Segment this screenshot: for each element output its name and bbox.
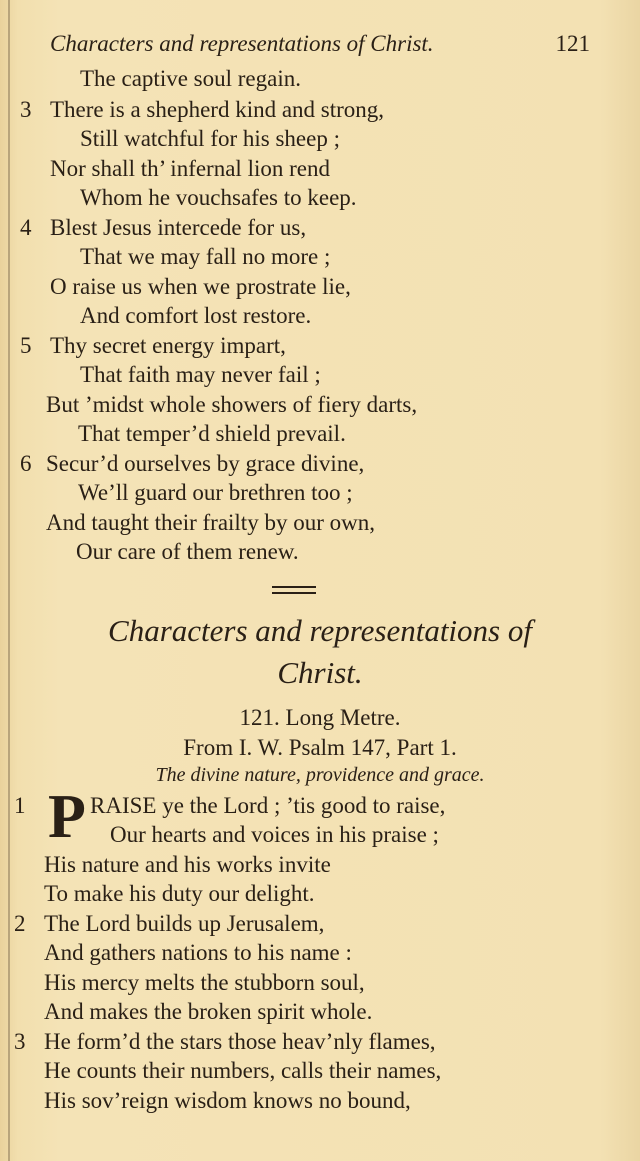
running-title: Characters and representations of Christ.: [50, 31, 434, 56]
verse-number: 3: [14, 1029, 26, 1054]
hymn-line: And comfort lost restore.: [80, 303, 312, 328]
hymn-line: To make his duty our delight.: [44, 881, 315, 906]
hymn-line: Whom he vouchsafes to keep.: [80, 185, 357, 210]
hymn-theme: The divine nature, providence and grace.: [155, 764, 485, 786]
verse-number: 2: [14, 911, 26, 936]
hymn-line: That temper’d shield prevail.: [78, 421, 346, 446]
hymn-number-metre: 121. Long Metre.: [239, 705, 401, 730]
hymn-line: The captive soul regain.: [80, 66, 301, 91]
verse-number: 6: [20, 451, 32, 476]
hymn-line: O raise us when we prostrate lie,: [50, 274, 351, 299]
section-title-line-1: Characters and representations of: [108, 613, 532, 648]
page-number: 121: [555, 31, 590, 56]
verse-number: 5: [20, 333, 32, 358]
hymn-line: Our hearts and voices in his praise ;: [110, 822, 439, 847]
hymn-line: There is a shepherd kind and strong,: [50, 97, 385, 122]
hymn-line: Thy secret energy impart,: [50, 333, 286, 358]
section-divider: [272, 586, 316, 588]
hymn-line: His sov’reign wisdom knows no bound,: [44, 1088, 411, 1113]
hymn-line: Blest Jesus intercede for us,: [50, 215, 307, 240]
hymn-line: And taught their frailty by our own,: [46, 510, 375, 535]
hymn-line: He counts their numbers, calls their names,: [44, 1058, 442, 1083]
hymn-line: Our care of them renew.: [76, 539, 299, 564]
hymn-line: RAISE ye the Lord ; ’tis good to raise,: [90, 793, 446, 818]
verse-number: 1: [14, 793, 26, 818]
hymn-line: His nature and his works invite: [44, 852, 331, 877]
hymn-line: That we may fall no more ;: [80, 244, 331, 269]
hymn-line: The Lord builds up Jerusalem,: [44, 911, 325, 936]
hymn-line: But ’midst whole showers of fiery darts,: [46, 392, 418, 417]
hymn-line: Still watchful for his sheep ;: [80, 126, 340, 151]
running-header: [50, 28, 590, 60]
hymn-line: His mercy melts the stubborn soul,: [44, 970, 365, 995]
drop-cap: P: [48, 783, 86, 851]
hymn-line: Nor shall th’ infernal lion rend: [50, 156, 330, 181]
page-gutter-line: [8, 0, 10, 1161]
hymn-line: He form’d the stars those heav’nly flames,: [44, 1029, 436, 1054]
hymn-line: We’ll guard our brethren too ;: [78, 480, 353, 505]
section-divider: [272, 592, 316, 594]
section-title-line-2: Christ.: [277, 655, 363, 690]
hymn-line: That faith may never fail ;: [80, 362, 321, 387]
hymn-line: Secur’d ourselves by grace divine,: [46, 451, 365, 476]
verse-number: 4: [20, 215, 32, 240]
hymn-line: And gathers nations to his name :: [44, 940, 352, 965]
verse-number: 3: [20, 97, 32, 122]
hymn-source: From I. W. Psalm 147, Part 1.: [183, 735, 457, 760]
hymn-line: And makes the broken spirit whole.: [44, 999, 373, 1024]
